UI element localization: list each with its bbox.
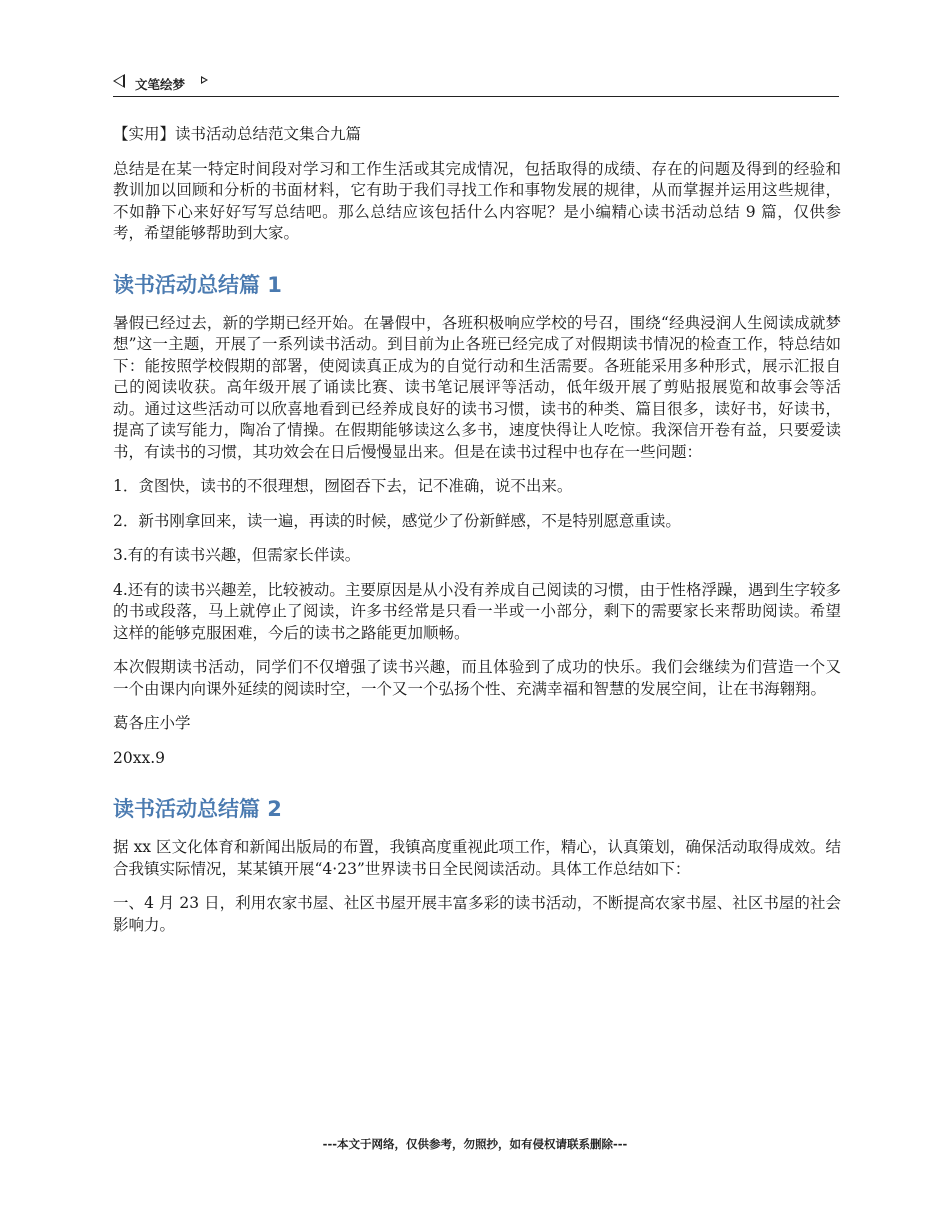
section-1-paragraph-2: 本次假期读书活动，同学们不仅增强了读书兴趣，而且体验到了成功的快乐。我们会继续为们营造一个又一个由课内向课外延续的阅读时空，一个又一个弘扬个性、充满幸福和智慧的发展空间，让在书海翱翔。 bbox=[113, 658, 841, 698]
section-1-date: 20xx.9 bbox=[113, 748, 165, 767]
document-body bbox=[113, 124, 841, 949]
section-2-paragraph-1: 据 xx 区文化体育和新闻出版局的布置，我镇高度重视此项工作，精心，认真策划，确保活动取得成效。结合我镇实际情况，某某镇开展“4·23”世界读书日全民阅读活动。具体工作总结如下： bbox=[113, 838, 841, 878]
triangle-right-icon bbox=[201, 76, 208, 84]
section-1-item-1: 1．贪图快，读书的不很理想，囫囵吞下去，记不准确，说不出来。 bbox=[113, 477, 573, 495]
page-footer: ---本文于网络，仅供参考，勿照抄，如有侵权请联系删除--- bbox=[322, 1137, 628, 1151]
section-1-item-3: 3.有的有读书兴趣，但需家长伴读。 bbox=[113, 546, 361, 564]
section-1-title: 读书活动总结篇 1 bbox=[113, 272, 282, 297]
triangle-left-icon bbox=[113, 74, 125, 88]
brand-name: 文笔绘梦 bbox=[135, 77, 186, 92]
section-1-item-2: 2．新书刚拿回来，读一遍，再读的时候，感觉少了份新鲜感，不是特别愿意重读。 bbox=[113, 511, 681, 530]
document-title: 【实用】读书活动总结范文集合九篇 bbox=[113, 125, 362, 143]
intro-paragraph: 总结是在某一特定时间段对学习和工作生活或其完成情况，包括取得的成绩、存在的问题及得到的经验和教训加以回顾和分析的书面材料，它有助于我们寻找工作和事物发展的规律，从而掌握并运用这些规律，不如静下心来好好写写总结吧。那么总结应该包括什么内容呢？是小编精心读书活动总结 9 篇，仅供参考，希望能够帮助到大家。 bbox=[113, 159, 841, 242]
section-1-signature: 葛各庄小学 bbox=[113, 714, 191, 732]
section-2-paragraph-2: 一、4 月 23 日，利用农家书屋、社区书屋开展丰富多彩的读书活动，不断提高农家书屋、社区书屋的社会影响力。 bbox=[113, 894, 841, 934]
section-1-item-4: 4.还有的读书兴趣差，比较被动。主要原因是从小没有养成自己阅读的习惯，由于性格浮躁，遇到生字较多的书或段落，马上就停止了阅读，许多书经常是只看一半或一小部分，剩下的需要家长来帮助阅读。希望这样的能够克服困难，今后的读书之路能更加顺畅。 bbox=[113, 580, 841, 642]
page-header bbox=[113, 70, 839, 97]
section-1-paragraph-1: 暑假已经过去，新的学期已经开始。在暑假中，各班积极响应学校的号召，围绕“经典浸润人生阅读成就梦想”这一主题，开展了一系列读书活动。到目前为止各班已经完成了对假期读书情况的检查工作，特总结如下：能按照学校假期的部署，使阅读真正成为的自觉行动和生活需要。各班能采用多种形式，展示汇报自己的阅读收获。高年级开展了诵读比赛、读书笔记展评等活动，低年级开展了剪贴报展览和故事会等活动。通过这些活动可以欣喜地看到已经养成良好的读书习惯，读书的种类、篇目很多，读好书，好读书，提高了读写能力，陶冶了情操。在假期能够读这么多书，速度快得让人吃惊。我深信开卷有益，只要爱读书，有读书的习惯，其功效会在日后慢慢显出来。但是在读书过程中也存在一些问题： bbox=[113, 313, 841, 461]
section-2-title: 读书活动总结篇 2 bbox=[113, 797, 282, 821]
